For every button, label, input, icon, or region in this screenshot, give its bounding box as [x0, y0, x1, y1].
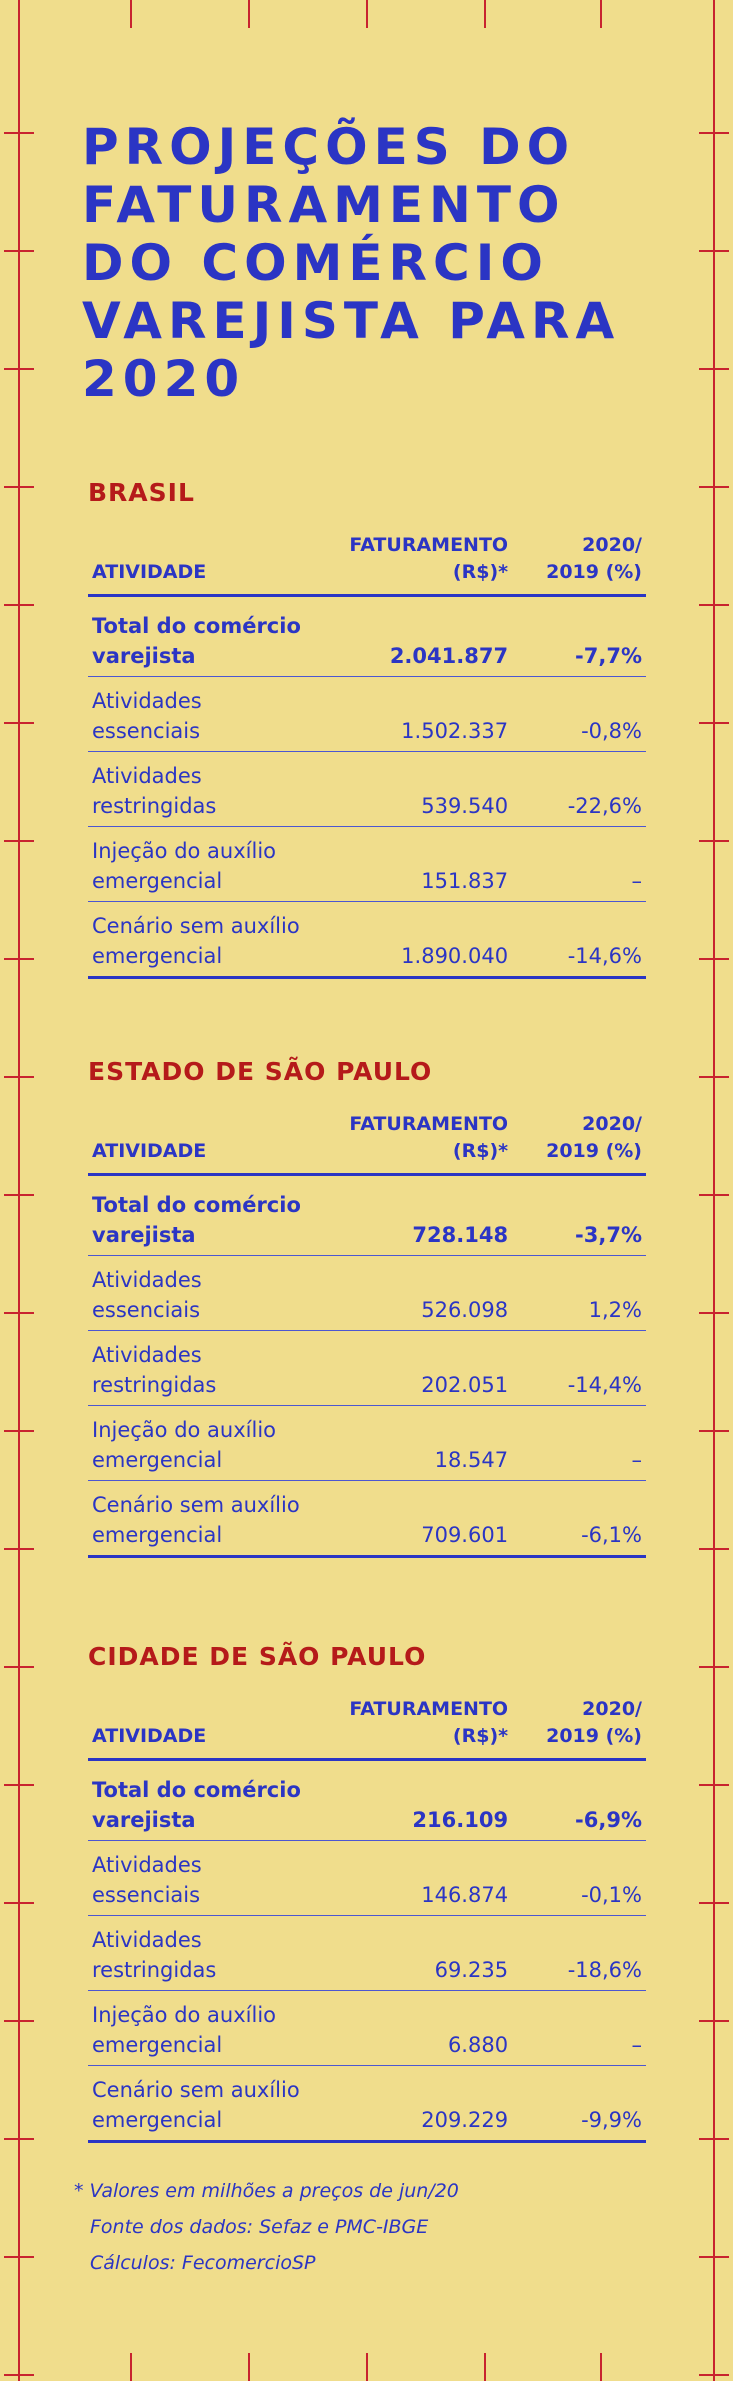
activity-line2: essenciais — [92, 1883, 201, 1907]
frame-tick — [4, 250, 34, 252]
table-row — [88, 1406, 646, 1481]
activity-cell — [88, 2066, 328, 2142]
header-change-line1: 2020/ — [582, 1113, 642, 1135]
frame-tick — [4, 840, 34, 842]
header-change-line2: 2019 (%) — [546, 1140, 642, 1162]
table-header-row — [88, 532, 646, 596]
frame-tick — [699, 132, 729, 134]
note-source: Fonte dos dados: Sefaz e PMC-IBGE — [90, 2216, 429, 2238]
revenue-cell: 6.880 — [328, 1991, 512, 2066]
frame-tick — [699, 1784, 729, 1786]
frame-tick — [4, 958, 34, 960]
activity-cell — [88, 1916, 328, 1991]
activity-cell — [88, 1175, 328, 1256]
activity-cell — [88, 1331, 328, 1406]
frame-tick — [699, 2374, 729, 2376]
frame-tick — [130, 0, 132, 28]
revenue-cell: 202.051 — [328, 1331, 512, 1406]
header-revenue: FATURAMENTO (R$)* — [328, 1696, 512, 1760]
header-change-line1: 2020/ — [582, 1698, 642, 1720]
frame-tick — [4, 2374, 34, 2376]
frame-tick — [4, 1076, 34, 1078]
activity-line1: Cenário sem auxílio — [92, 1493, 300, 1517]
activity-line1: Atividades — [92, 1853, 202, 1877]
revenue-cell: 18.547 — [328, 1406, 512, 1481]
frame-tick — [4, 722, 34, 724]
frame-tick — [699, 2020, 729, 2022]
revenue-cell: 151.837 — [328, 827, 512, 902]
revenue-cell: 216.109 — [328, 1760, 512, 1841]
frame-tick — [4, 1430, 34, 1432]
activity-line2: essenciais — [92, 719, 201, 743]
change-cell: -3,7% — [512, 1175, 646, 1256]
frame-tick — [4, 486, 34, 488]
frame-tick — [366, 2353, 368, 2381]
frame-tick — [130, 2353, 132, 2381]
frame-tick — [699, 486, 729, 488]
data-table — [88, 1696, 646, 2143]
header-revenue: FATURAMENTO (R$)* — [328, 532, 512, 596]
revenue-cell: 69.235 — [328, 1916, 512, 1991]
frame-tick — [699, 1902, 729, 1904]
activity-line2: emergencial — [92, 2033, 223, 2057]
activity-line1: Injeção do auxílio — [92, 839, 277, 863]
data-table — [88, 532, 646, 979]
header-activity: ATIVIDADE — [88, 1111, 328, 1175]
activity-cell — [88, 1841, 328, 1916]
note-values: * Valores em milhões a preços de jun/20 — [74, 2180, 459, 2202]
frame-tick — [4, 1902, 34, 1904]
section-cidade-sp — [88, 1642, 646, 2143]
table-row — [88, 1841, 646, 1916]
frame-tick — [248, 0, 250, 28]
frame-tick — [699, 1076, 729, 1078]
table-row — [88, 1256, 646, 1331]
frame-tick — [699, 1194, 729, 1196]
section-estado-sp — [88, 1057, 646, 1558]
activity-line2: emergencial — [92, 1448, 223, 1472]
activity-cell — [88, 1256, 328, 1331]
activity-cell — [88, 1406, 328, 1481]
activity-line1: Atividades — [92, 764, 202, 788]
activity-line1: Cenário sem auxílio — [92, 914, 300, 938]
frame-tick — [4, 1784, 34, 1786]
frame-tick — [699, 250, 729, 252]
header-change-line2: 2019 (%) — [546, 1725, 642, 1747]
activity-line2: restringidas — [92, 1958, 217, 1982]
activity-line2: emergencial — [92, 944, 223, 968]
header-change — [512, 1696, 646, 1760]
activity-line1: Atividades — [92, 1268, 202, 1292]
revenue-cell: 146.874 — [328, 1841, 512, 1916]
table-row — [88, 752, 646, 827]
frame-tick — [4, 1548, 34, 1550]
frame-tick — [4, 132, 34, 134]
frame-tick — [699, 1666, 729, 1668]
activity-line2: restringidas — [92, 1373, 217, 1397]
frame-left-line — [18, 0, 20, 2381]
header-revenue: FATURAMENTO (R$)* — [328, 1111, 512, 1175]
table-row — [88, 1916, 646, 1991]
activity-line1: Injeção do auxílio — [92, 1418, 277, 1442]
revenue-cell: 526.098 — [328, 1256, 512, 1331]
frame-tick — [4, 1666, 34, 1668]
revenue-cell: 1.890.040 — [328, 902, 512, 978]
section-title: CIDADE DE SÃO PAULO — [88, 1642, 427, 1671]
frame-tick — [699, 722, 729, 724]
activity-cell — [88, 1481, 328, 1557]
table-row — [88, 1331, 646, 1406]
section-title: ESTADO DE SÃO PAULO — [88, 1057, 433, 1086]
activity-cell — [88, 677, 328, 752]
activity-line2: emergencial — [92, 869, 223, 893]
activity-cell — [88, 827, 328, 902]
footnotes — [74, 2180, 459, 2288]
frame-tick — [484, 2353, 486, 2381]
frame-tick — [4, 2256, 34, 2258]
revenue-cell: 209.229 — [328, 2066, 512, 2142]
frame-tick — [366, 0, 368, 28]
change-cell: 1,2% — [512, 1256, 646, 1331]
section-title: BRASIL — [88, 478, 195, 507]
revenue-cell: 709.601 — [328, 1481, 512, 1557]
activity-cell — [88, 596, 328, 677]
header-change-line1: 2020/ — [582, 534, 642, 556]
activity-cell — [88, 1760, 328, 1841]
activity-line2: varejista — [92, 1808, 196, 1832]
frame-tick — [699, 2256, 729, 2258]
revenue-cell: 728.148 — [328, 1175, 512, 1256]
activity-line2: varejista — [92, 644, 196, 668]
change-cell: -0,8% — [512, 677, 646, 752]
frame-tick — [484, 0, 486, 28]
change-cell: -18,6% — [512, 1916, 646, 1991]
activity-cell — [88, 902, 328, 978]
frame-tick — [699, 1430, 729, 1432]
total-row — [88, 1175, 646, 1256]
change-cell: -0,1% — [512, 1841, 646, 1916]
change-cell: – — [512, 827, 646, 902]
change-cell: -6,1% — [512, 1481, 646, 1557]
header-change-line2: 2019 (%) — [546, 561, 642, 583]
activity-line2: essenciais — [92, 1298, 201, 1322]
frame-tick — [248, 2353, 250, 2381]
activity-line2: restringidas — [92, 794, 217, 818]
revenue-cell: 539.540 — [328, 752, 512, 827]
activity-line1: Total do comércio — [92, 1778, 301, 1802]
frame-tick — [4, 1194, 34, 1196]
note-calc: Cálculos: FecomercioSP — [90, 2252, 316, 2274]
data-table — [88, 1111, 646, 1558]
header-change — [512, 1111, 646, 1175]
frame-tick — [699, 840, 729, 842]
table-header-row — [88, 1111, 646, 1175]
frame-tick — [4, 368, 34, 370]
change-cell: – — [512, 1991, 646, 2066]
activity-line2: emergencial — [92, 2108, 223, 2132]
activity-line1: Atividades — [92, 689, 202, 713]
activity-line2: varejista — [92, 1223, 196, 1247]
change-cell: – — [512, 1406, 646, 1481]
activity-line2: emergencial — [92, 1523, 223, 1547]
table-row — [88, 1991, 646, 2066]
frame-tick — [4, 1312, 34, 1314]
activity-line1: Total do comércio — [92, 614, 301, 638]
change-cell: -7,7% — [512, 596, 646, 677]
change-cell: -22,6% — [512, 752, 646, 827]
frame-tick — [699, 1548, 729, 1550]
revenue-cell: 1.502.337 — [328, 677, 512, 752]
frame-tick — [699, 368, 729, 370]
frame-tick — [600, 2353, 602, 2381]
header-activity: ATIVIDADE — [88, 1696, 328, 1760]
change-cell: -6,9% — [512, 1760, 646, 1841]
activity-line1: Cenário sem auxílio — [92, 2078, 300, 2102]
header-change — [512, 532, 646, 596]
change-cell: -14,4% — [512, 1331, 646, 1406]
total-row — [88, 1760, 646, 1841]
table-row — [88, 827, 646, 902]
frame-tick — [699, 604, 729, 606]
frame-tick — [4, 2020, 34, 2022]
change-cell: -14,6% — [512, 902, 646, 978]
activity-line1: Injeção do auxílio — [92, 2003, 277, 2027]
activity-cell — [88, 1991, 328, 2066]
section-brasil — [88, 478, 646, 979]
frame-tick — [600, 0, 602, 28]
header-activity: ATIVIDADE — [88, 532, 328, 596]
table-row — [88, 1481, 646, 1557]
change-cell: -9,9% — [512, 2066, 646, 2142]
table-row — [88, 677, 646, 752]
table-row — [88, 2066, 646, 2142]
frame-tick — [699, 2138, 729, 2140]
table-row — [88, 902, 646, 978]
activity-line1: Total do comércio — [92, 1193, 301, 1217]
page-title: PROJEÇÕES DO FATURAMENTO DO COMÉRCIO VAREJISTA PARA 2020 — [82, 118, 621, 408]
frame-right-line — [713, 0, 715, 2381]
revenue-cell: 2.041.877 — [328, 596, 512, 677]
total-row — [88, 596, 646, 677]
table-header-row — [88, 1696, 646, 1760]
frame-tick — [4, 2138, 34, 2140]
activity-line1: Atividades — [92, 1343, 202, 1367]
frame-tick — [699, 1312, 729, 1314]
activity-cell — [88, 752, 328, 827]
frame-tick — [4, 604, 34, 606]
activity-line1: Atividades — [92, 1928, 202, 1952]
frame-tick — [699, 958, 729, 960]
